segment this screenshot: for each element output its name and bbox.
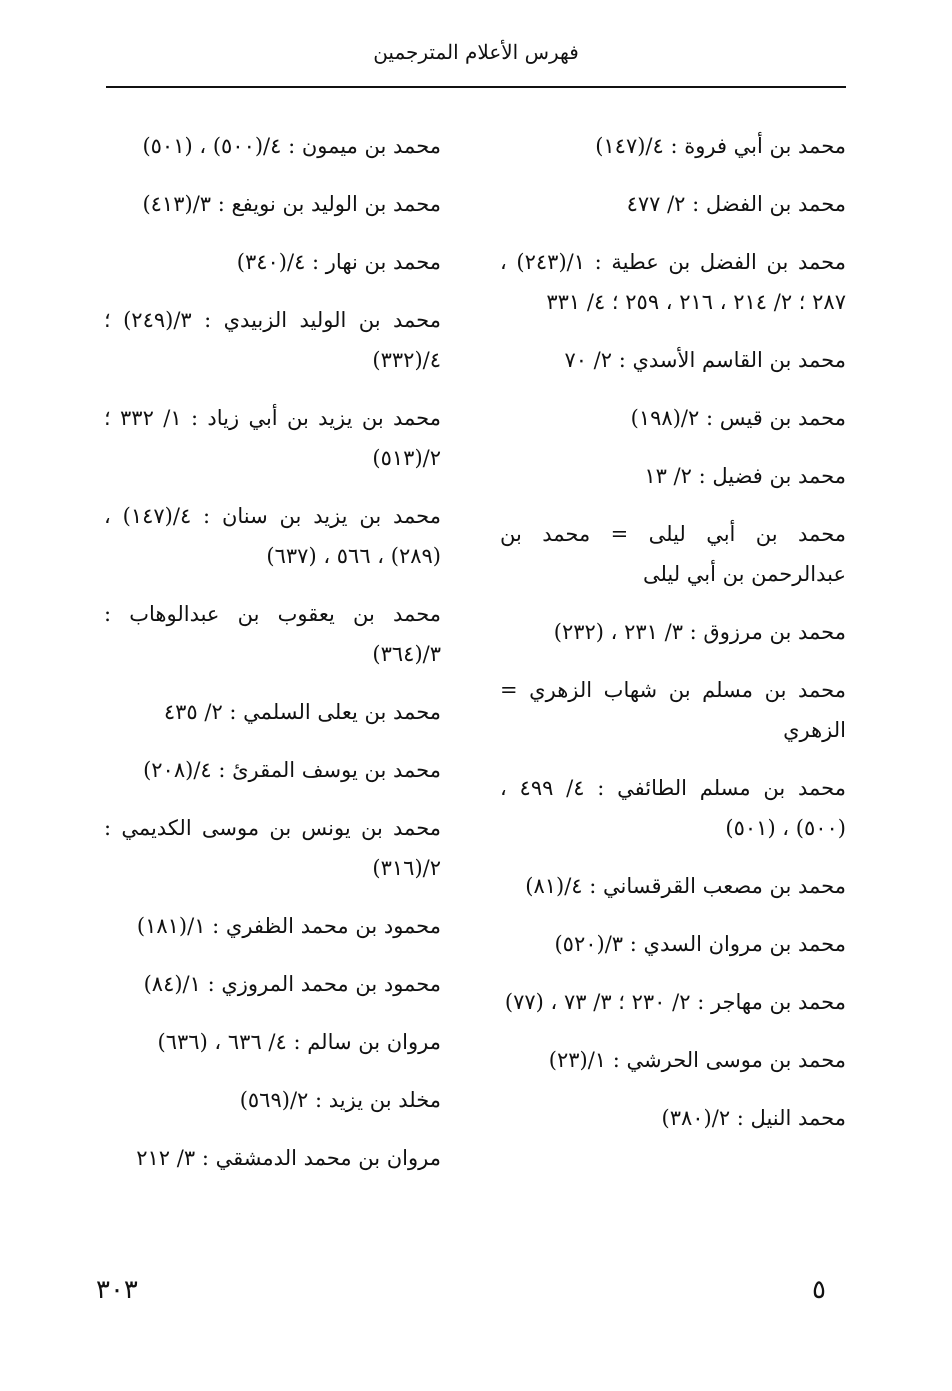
index-entry: مخلد بن يزيد : ٢/(٥٦٩): [239, 1088, 441, 1112]
index-entry: محمد بن موسى الحرشي : ١/(٢٣): [548, 1048, 846, 1072]
index-entry: محمد بن يونس بن موسى الكديمي : ٢/(٣١٦): [104, 816, 441, 880]
index-entry: محمد بن يزيد بن سنان : ٤/(١٤٧) ، (٢٨٩) ، ٥٦٦ ، (٦٣٧): [104, 504, 441, 568]
index-entry: محمد بن القاسم الأسدي : ٢/ ٧٠: [564, 348, 846, 372]
index-entry: محمد بن فضيل : ٢/ ١٣: [644, 464, 846, 488]
running-header-title: فهرس الأعلام المترجمين: [373, 40, 579, 64]
index-entry: مروان بن سالم : ٤/ ٦٣٦ ، (٦٣٦): [157, 1030, 441, 1054]
index-entry: مروان بن محمد الدمشقي : ٣/ ٢١٢: [136, 1146, 441, 1170]
index-entry: محمد بن الوليد الزبيدي : ٣/(٢٤٩) ؛ ٤/(٣٣٢): [104, 308, 441, 372]
index-entry: محمد بن يعلى السلمي : ٢/ ٤٣٥: [163, 700, 441, 724]
index-entry: محمد بن مرزوق : ٣/ ٢٣١ ، (٢٣٢): [553, 620, 846, 644]
index-entry: محمد بن الفضل : ٢/ ٤٧٧: [626, 192, 846, 216]
page-number: ٣٠٣: [96, 1275, 138, 1305]
index-entry: محمد بن يزيد بن أبي زياد : ١/ ٣٣٢ ؛ ٢/(٥١٣): [104, 406, 441, 470]
index-entry: محمد بن مسلم بن شهاب الزهري = الزهري: [500, 678, 846, 742]
index-entry: محمد بن مهاجر : ٢/ ٢٣٠ ؛ ٣/ ٧٣ ، (٧٧): [504, 990, 846, 1014]
index-entry: محمد النيل : ٢/(٣٨٠): [661, 1106, 846, 1130]
index-entry: محمود بن محمد الظفري : ١/(١٨١): [136, 914, 441, 938]
index-entry: محمد بن يوسف المقرئ : ٤/(٢٠٨): [143, 758, 441, 782]
index-entry: محمد بن الفضل بن عطية : ١/(٢٤٣) ، ٢٨٧ ؛ ٢/ ٢١٤ ، ٢١٦ ، ٢٥٩ ؛ ٤/ ٣٣١: [500, 250, 846, 314]
header-rule: [106, 86, 846, 88]
index-entry: محمد بن مصعب القرقساني : ٤/(٨١): [525, 874, 846, 898]
index-entry: محمد بن مسلم الطائفي : ٤/ ٤٩٩ ، (٥٠٠) ، (٥٠١): [500, 776, 846, 840]
index-entry: محمد بن مروان السدي : ٣/(٥٢٠): [554, 932, 846, 956]
index-entry: محمد بن أبي فروة : ٤/(١٤٧): [595, 134, 846, 158]
index-entry: محمد بن أبي ليلى = محمد بن عبدالرحمن بن أبي ليلى: [500, 522, 846, 586]
index-column-right: [500, 126, 846, 1156]
index-entry: محمد بن ميمون : ٤/(٥٠٠) ، (٥٠١): [142, 134, 441, 158]
index-entry: محمد بن الوليد بن نويفع : ٣/(٤١٣): [142, 192, 441, 216]
index-entry: محمد بن قيس : ٢/(١٩٨): [630, 406, 846, 430]
index-entry: محمد بن نهار : ٤/(٣٤٠): [236, 250, 441, 274]
volume-number: ٥: [812, 1275, 826, 1305]
index-entry: محمود بن محمد المروزي : ١/(٨٤): [143, 972, 441, 996]
index-column-left: [104, 126, 441, 1196]
index-entry: محمد بن يعقوب بن عبدالوهاب : ٣/(٣٦٤): [104, 602, 441, 666]
